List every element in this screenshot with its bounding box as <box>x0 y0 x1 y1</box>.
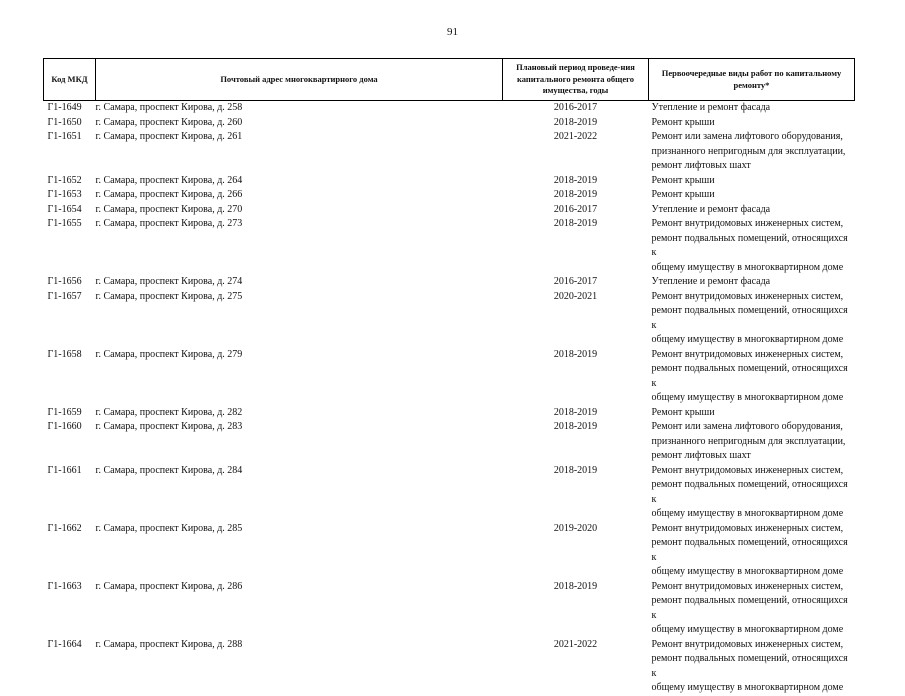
cell-address: г. Самара, проспект Кирова, д. 264 <box>95 174 243 186</box>
cell-code: Г1-1659 <box>47 406 82 418</box>
cell-address: г. Самара, проспект Кирова, д. 258 <box>95 102 243 113</box>
cell-works: Ремонт внутридомовых инженерных систем, ремонт подвальных помещений, относящихся к общему имуществу в многоквартирном доме <box>651 290 848 345</box>
page-number: 91 <box>447 26 458 38</box>
cell-works: Ремонт внутридомовых инженерных систем, ремонт подвальных помещений, относящихся к общему имуществу в многоквартирном доме <box>651 218 848 273</box>
table-row <box>44 638 855 696</box>
cell-code: Г1-1651 <box>47 131 82 142</box>
cell-period: 2016-2017 <box>553 203 598 215</box>
cell-address: г. Самара, проспект Кирова, д. 266 <box>95 189 243 200</box>
cell-address: г. Самара, проспект Кирова, д. 285 <box>95 522 243 534</box>
cell-address: г. Самара, проспект Кирова, д. 288 <box>95 638 243 650</box>
cell-period: 2021-2022 <box>553 131 598 142</box>
table-row <box>44 522 855 580</box>
table-row <box>44 464 855 522</box>
cell-works: Ремонт внутридомовых инженерных систем, ремонт подвальных помещений, относящихся к общему имуществу в многоквартирном доме <box>651 580 848 635</box>
cell-address: г. Самара, проспект Кирова, д. 270 <box>95 203 243 215</box>
cell-works: Ремонт или замена лифтового оборудования, признанного непригодным для эксплуатации, ремонт лифтовых шахт <box>651 131 846 171</box>
cell-address: г. Самара, проспект Кирова, д. 279 <box>95 348 243 360</box>
header-works: Первоочередные виды работ по капитальному ремонту* <box>649 59 855 101</box>
cell-code: Г1-1664 <box>47 638 82 650</box>
cell-works: Утепление и ремонт фасада <box>651 203 771 215</box>
cell-code: Г1-1662 <box>47 522 82 534</box>
cell-works: Ремонт крыши <box>651 116 715 128</box>
cell-code: Г1-1657 <box>47 290 82 302</box>
cell-address: г. Самара, проспект Кирова, д. 260 <box>95 116 243 128</box>
cell-address: г. Самара, проспект Кирова, д. 283 <box>95 421 243 432</box>
cell-works: Ремонт крыши <box>651 174 715 186</box>
cell-period: 2018-2019 <box>553 116 598 128</box>
cell-period: 2018-2019 <box>553 174 598 186</box>
cell-code: Г1-1650 <box>47 116 82 128</box>
cell-period: 2018-2019 <box>553 348 598 360</box>
cell-code: Г1-1649 <box>47 102 82 113</box>
table-row <box>44 203 855 218</box>
cell-works: Ремонт внутридомовых инженерных систем, ремонт подвальных помещений, относящихся к общему имуществу в многоквартирном доме <box>651 348 848 403</box>
table-row <box>44 348 855 406</box>
table-row <box>44 188 855 203</box>
cell-address: г. Самара, проспект Кирова, д. 286 <box>95 580 243 592</box>
cell-code: Г1-1660 <box>47 421 82 432</box>
cell-period: 2018-2019 <box>553 406 598 418</box>
table-row <box>44 116 855 131</box>
cell-works: Утепление и ремонт фасада <box>651 102 771 113</box>
cell-works: Ремонт внутридомовых инженерных систем, ремонт подвальных помещений, относящихся к общему имуществу в многоквартирном доме <box>651 638 848 693</box>
cell-period: 2016-2017 <box>553 276 598 287</box>
cell-period: 2018-2019 <box>553 189 598 200</box>
cell-period: 2018-2019 <box>553 464 598 476</box>
table-row <box>44 580 855 638</box>
table-body <box>44 101 855 696</box>
header-period: Плановый период проведе-ния капитального ремонта общего имущества, годы <box>503 59 649 101</box>
cell-period: 2021-2022 <box>553 638 598 650</box>
cell-address: г. Самара, проспект Кирова, д. 273 <box>95 218 243 229</box>
cell-code: Г1-1656 <box>47 276 82 287</box>
cell-period: 2020-2021 <box>553 290 598 302</box>
table-row <box>44 275 855 290</box>
cell-address: г. Самара, проспект Кирова, д. 282 <box>95 406 243 418</box>
cell-works: Ремонт крыши <box>651 189 715 200</box>
table-row <box>44 101 855 116</box>
cell-address: г. Самара, проспект Кирова, д. 274 <box>95 276 243 287</box>
cell-code: Г1-1658 <box>47 348 82 360</box>
table-row <box>44 217 855 275</box>
cell-code: Г1-1653 <box>47 189 82 200</box>
header-address: Почтовый адрес многоквартирного дома <box>96 59 503 101</box>
table-row <box>44 130 855 174</box>
capital-repair-table <box>43 58 855 696</box>
header-code: Код МКД <box>44 59 96 101</box>
cell-works: Ремонт внутридомовых инженерных систем, ремонт подвальных помещений, относящихся к общему имуществу в многоквартирном доме <box>651 464 848 519</box>
cell-code: Г1-1652 <box>47 174 82 186</box>
cell-period: 2016-2017 <box>553 102 598 113</box>
table-row <box>44 406 855 421</box>
cell-works: Утепление и ремонт фасада <box>651 276 771 287</box>
table-row <box>44 420 855 464</box>
cell-works: Ремонт внутридомовых инженерных систем, ремонт подвальных помещений, относящихся к общему имуществу в многоквартирном доме <box>651 522 848 577</box>
cell-code: Г1-1655 <box>47 218 82 229</box>
table-row <box>44 290 855 348</box>
cell-address: г. Самара, проспект Кирова, д. 284 <box>95 464 243 476</box>
cell-code: Г1-1661 <box>47 464 82 476</box>
cell-period: 2018-2019 <box>553 421 598 432</box>
cell-works: Ремонт крыши <box>651 406 715 418</box>
cell-period: 2019-2020 <box>553 522 598 534</box>
cell-address: г. Самара, проспект Кирова, д. 261 <box>95 131 243 142</box>
cell-period: 2018-2019 <box>553 580 598 592</box>
cell-period: 2018-2019 <box>553 218 598 229</box>
table-row <box>44 174 855 189</box>
cell-code: Г1-1654 <box>47 203 82 215</box>
cell-address: г. Самара, проспект Кирова, д. 275 <box>95 290 243 302</box>
cell-code: Г1-1663 <box>47 580 82 592</box>
cell-works: Ремонт или замена лифтового оборудования, признанного непригодным для эксплуатации, ремонт лифтовых шахт <box>651 421 846 461</box>
table-header <box>44 59 855 101</box>
